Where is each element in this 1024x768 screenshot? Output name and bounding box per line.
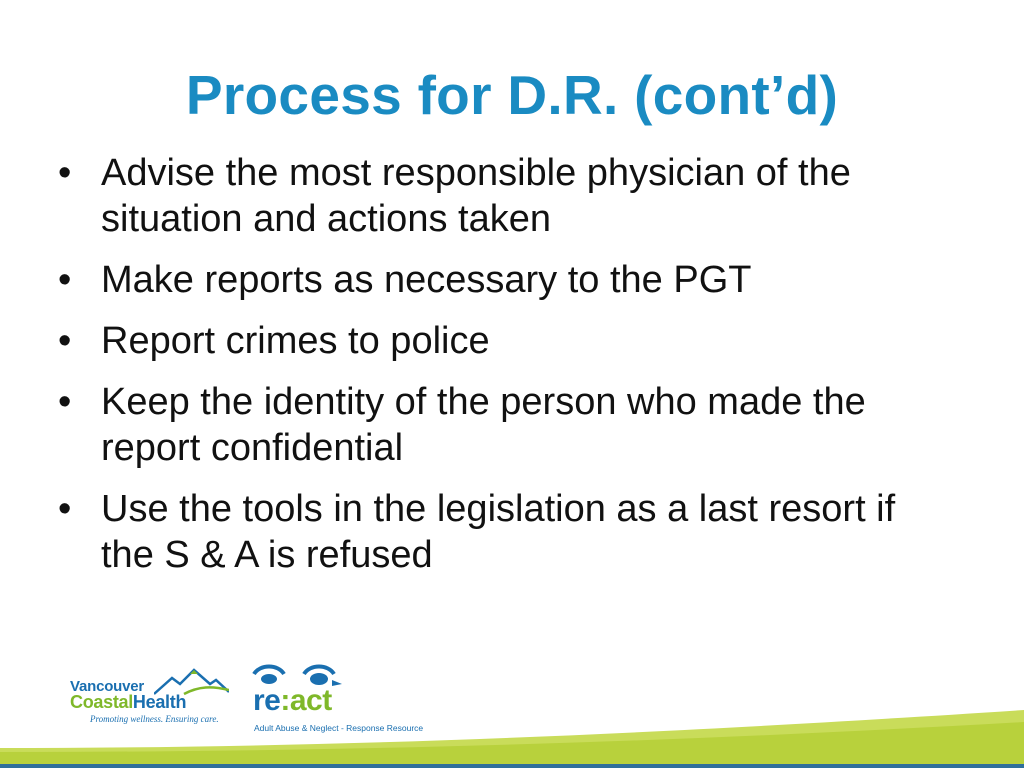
vch-logo-vancouver: Vancouver <box>70 678 145 695</box>
bullet-marker: • <box>58 320 72 362</box>
react-logo-tagline: Adult Abuse & Neglect - Response Resource <box>254 723 424 733</box>
bullet-marker: • <box>58 152 72 194</box>
vch-logo-health: Health <box>132 692 187 712</box>
bullet-marker: • <box>58 488 72 530</box>
bullet-item <box>56 150 956 242</box>
vch-logo-tagline: Promoting wellness. Ensuring care. <box>90 714 219 724</box>
bullet-text: Make reports as necessary to the PGT <box>101 259 752 301</box>
bullet-item <box>56 318 956 364</box>
react-logo-act: act <box>289 684 332 717</box>
bullet-item <box>56 379 956 471</box>
vch-logo-coastal: Coastal <box>70 692 133 712</box>
bullet-text: Use the tools in the legislation as a last resort if the S & A is refused <box>101 488 896 576</box>
react-logo-colon: : <box>280 684 290 717</box>
slide-title: Process for D.R. (cont’d) <box>185 64 839 126</box>
bullet-text: Report crimes to police <box>101 320 490 362</box>
vch-logo-coastal-health <box>70 692 186 713</box>
bullet-item <box>56 257 956 303</box>
bullet-marker: • <box>58 381 72 423</box>
react-logo-wordmark <box>253 684 332 718</box>
vancouver-coastal-health-logo <box>66 668 231 730</box>
bullet-list <box>56 150 956 593</box>
react-logo-re: re <box>253 684 281 717</box>
bullet-item <box>56 486 956 578</box>
bullet-marker: • <box>58 259 72 301</box>
bullet-text: Advise the most responsible physician of the situation and actions taken <box>101 152 851 240</box>
react-logo <box>248 662 453 734</box>
bullet-text: Keep the identity of the person who made the report confidential <box>101 381 866 469</box>
